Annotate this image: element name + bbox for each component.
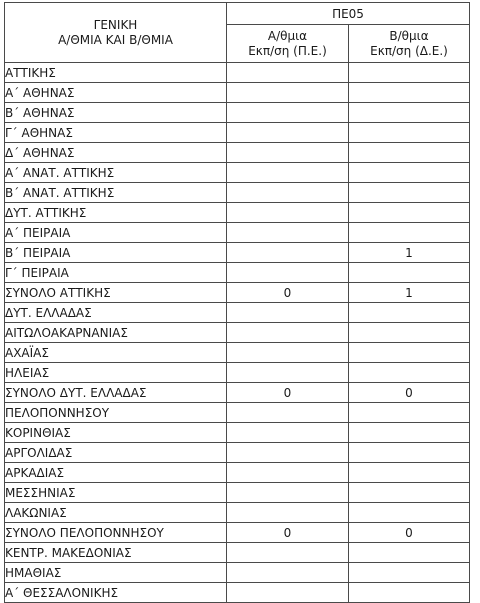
region-name-cell: Β΄ ΑΝΑΤ. ΑΤΤΙΚΗΣ <box>5 183 227 203</box>
region-name-cell: Β΄ ΑΘΗΝΑΣ <box>5 103 227 123</box>
primary-value-cell <box>227 63 349 83</box>
table-row <box>5 443 470 463</box>
primary-value-cell <box>227 163 349 183</box>
specialty-group-header: ΠΕ05 <box>227 3 470 25</box>
table-row <box>5 263 470 283</box>
primary-value-cell <box>227 143 349 163</box>
table-row <box>5 123 470 143</box>
secondary-value-cell: 1 <box>349 243 470 263</box>
secondary-value-cell: 1 <box>349 283 470 303</box>
table-row <box>5 303 470 323</box>
secondary-value-cell: 0 <box>349 523 470 543</box>
region-header-line2: Α/ΘΜΙΑ ΚΑΙ Β/ΘΜΙΑ <box>58 32 173 47</box>
secondary-value-cell <box>349 143 470 163</box>
primary-value-cell <box>227 443 349 463</box>
secondary-value-cell <box>349 563 470 583</box>
secondary-value-cell <box>349 163 470 183</box>
region-name-cell: ΑΤΤΙΚΗΣ <box>5 63 227 83</box>
region-name-cell: ΚΕΝΤΡ. ΜΑΚΕΔΟΝΙΑΣ <box>5 543 227 563</box>
table-row <box>5 543 470 563</box>
region-name-cell: ΑΡΚΑΔΙΑΣ <box>5 463 227 483</box>
table-row <box>5 103 470 123</box>
table-row <box>5 423 470 443</box>
table-row <box>5 83 470 103</box>
region-header-line1: ΓΕΝΙΚΗ <box>93 17 138 32</box>
region-name-cell: ΔΥΤ. ΕΛΛΑΔΑΣ <box>5 303 227 323</box>
table-row <box>5 363 470 383</box>
primary-value-cell <box>227 103 349 123</box>
table-row <box>5 483 470 503</box>
region-name-cell: Α΄ ΠΕΙΡΑΙΑ <box>5 223 227 243</box>
secondary-value-cell: 0 <box>349 383 470 403</box>
secondary-value-cell <box>349 63 470 83</box>
secondary-value-cell <box>349 343 470 363</box>
primary-value-cell <box>227 463 349 483</box>
secondary-value-cell <box>349 223 470 243</box>
region-column-header <box>5 3 227 63</box>
region-name-cell: Α΄ ΑΘΗΝΑΣ <box>5 83 227 103</box>
region-name-cell: ΗΛΕΙΑΣ <box>5 363 227 383</box>
table-row <box>5 163 470 183</box>
primary-value-cell <box>227 403 349 423</box>
table-row <box>5 183 470 203</box>
region-name-cell: ΣΥΝΟΛΟ ΔΥΤ. ΕΛΛΑΔΑΣ <box>5 383 227 403</box>
secondary-value-cell <box>349 443 470 463</box>
secondary-value-cell <box>349 403 470 423</box>
primary-value-cell <box>227 323 349 343</box>
table-row <box>5 563 470 583</box>
region-name-cell: ΚΟΡΙΝΘΙΑΣ <box>5 423 227 443</box>
region-name-cell: ΗΜΑΘΙΑΣ <box>5 563 227 583</box>
secondary-value-cell <box>349 363 470 383</box>
primary-value-cell <box>227 563 349 583</box>
secondary-value-cell <box>349 263 470 283</box>
primary-header-line2: Εκπ/ση (Π.Ε.) <box>248 43 327 58</box>
primary-education-header <box>227 25 349 63</box>
table-row <box>5 463 470 483</box>
region-name-cell: ΛΑΚΩΝΙΑΣ <box>5 503 227 523</box>
primary-value-cell <box>227 183 349 203</box>
primary-value-cell <box>227 303 349 323</box>
primary-value-cell <box>227 203 349 223</box>
table-row <box>5 383 470 403</box>
table-row <box>5 343 470 363</box>
region-name-cell: ΣΥΝΟΛΟ ΑΤΤΙΚΗΣ <box>5 283 227 303</box>
primary-value-cell <box>227 543 349 563</box>
region-name-cell: ΣΥΝΟΛΟ ΠΕΛΟΠΟΝΝΗΣΟΥ <box>5 523 227 543</box>
secondary-value-cell <box>349 123 470 143</box>
primary-value-cell: 0 <box>227 383 349 403</box>
region-name-cell: Β΄ ΠΕΙΡΑΙΑ <box>5 243 227 263</box>
table-row <box>5 323 470 343</box>
region-name-cell: ΔΥΤ. ΑΤΤΙΚΗΣ <box>5 203 227 223</box>
region-name-cell: ΑΧΑΪΑΣ <box>5 343 227 363</box>
secondary-value-cell <box>349 503 470 523</box>
table-row <box>5 283 470 303</box>
region-name-cell: Γ΄ ΠΕΙΡΑΙΑ <box>5 263 227 283</box>
primary-value-cell <box>227 423 349 443</box>
primary-value-cell <box>227 243 349 263</box>
table-row <box>5 243 470 263</box>
secondary-header-line2: Εκπ/ση (Δ.Ε.) <box>370 43 448 58</box>
secondary-header-line1: Β/θμια <box>389 28 429 43</box>
region-name-cell: ΑΙΤΩΛΟΑΚΑΡΝΑΝΙΑΣ <box>5 323 227 343</box>
primary-value-cell <box>227 483 349 503</box>
secondary-value-cell <box>349 83 470 103</box>
region-name-cell: Α΄ ΑΝΑΤ. ΑΤΤΙΚΗΣ <box>5 163 227 183</box>
table-row <box>5 523 470 543</box>
secondary-value-cell <box>349 203 470 223</box>
secondary-value-cell <box>349 103 470 123</box>
secondary-value-cell <box>349 183 470 203</box>
primary-value-cell: 0 <box>227 283 349 303</box>
table-row <box>5 203 470 223</box>
region-name-cell: ΠΕΛΟΠΟΝΝΗΣΟΥ <box>5 403 227 423</box>
primary-value-cell: 0 <box>227 523 349 543</box>
primary-header-line1: Α/θμια <box>267 28 308 43</box>
secondary-value-cell <box>349 423 470 443</box>
primary-value-cell <box>227 343 349 363</box>
primary-value-cell <box>227 263 349 283</box>
region-name-cell: ΜΕΣΣΗΝΙΑΣ <box>5 483 227 503</box>
secondary-education-header <box>349 25 470 63</box>
primary-value-cell <box>227 123 349 143</box>
secondary-value-cell <box>349 483 470 503</box>
secondary-value-cell <box>349 543 470 563</box>
table-body <box>5 63 470 603</box>
secondary-value-cell <box>349 323 470 343</box>
primary-value-cell <box>227 223 349 243</box>
teacher-table <box>4 2 470 603</box>
region-name-cell: Δ΄ ΑΘΗΝΑΣ <box>5 143 227 163</box>
table-row <box>5 63 470 83</box>
primary-value-cell <box>227 363 349 383</box>
secondary-value-cell <box>349 303 470 323</box>
secondary-value-cell <box>349 463 470 483</box>
table-row <box>5 403 470 423</box>
table-row <box>5 223 470 243</box>
region-name-cell: ΑΡΓΟΛΙΔΑΣ <box>5 443 227 463</box>
primary-value-cell <box>227 503 349 523</box>
region-name-cell: Γ΄ ΑΘΗΝΑΣ <box>5 123 227 143</box>
region-name-cell: Α΄ ΘΕΣΣΑΛΟΝΙΚΗΣ <box>5 583 227 603</box>
primary-value-cell <box>227 83 349 103</box>
table-row <box>5 143 470 163</box>
table-row <box>5 503 470 523</box>
